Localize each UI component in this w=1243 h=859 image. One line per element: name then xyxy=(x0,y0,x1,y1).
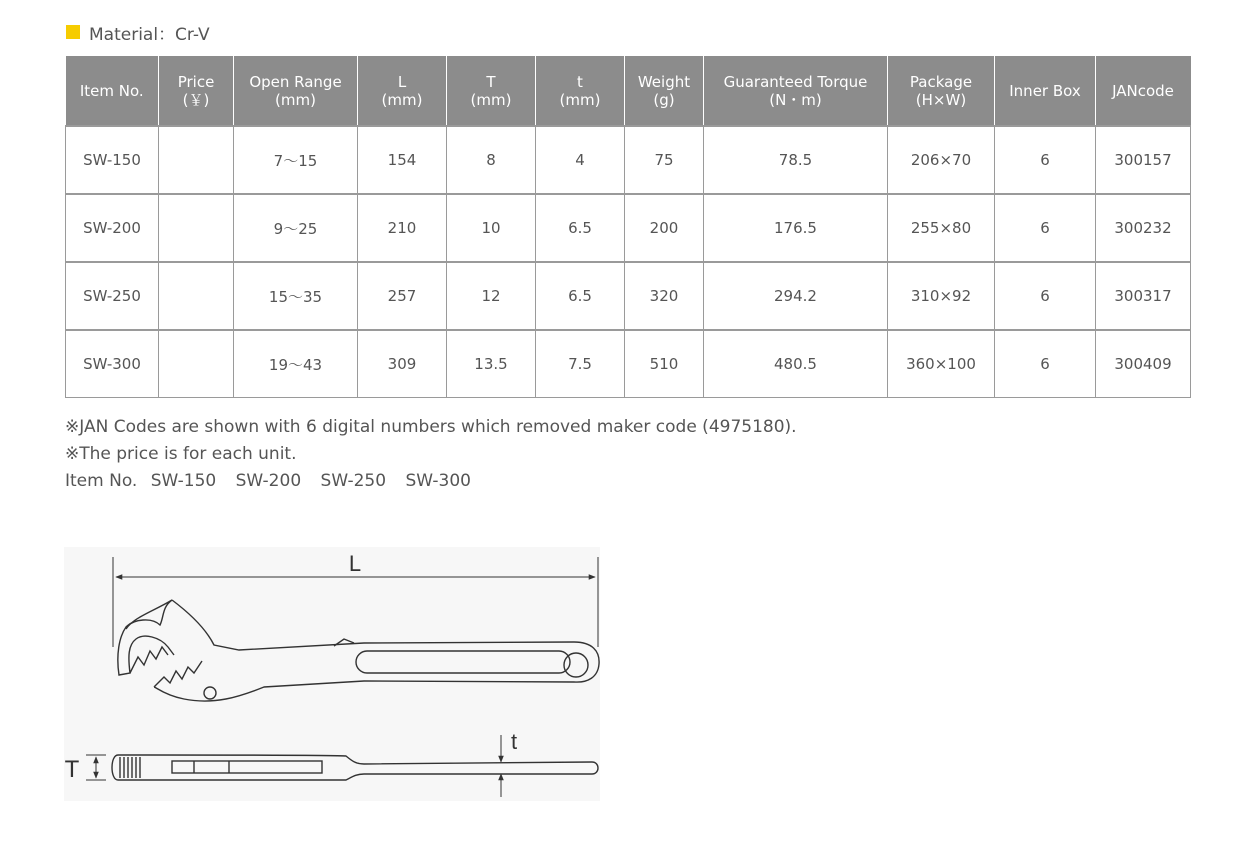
cell-price xyxy=(159,126,234,194)
cell-weight: 510 xyxy=(625,330,704,398)
cell-item-no: SW-150 xyxy=(66,126,159,194)
header-item-no: Item No. xyxy=(66,56,159,126)
note-jan-codes: ※JAN Codes are shown with 6 digital numbers which removed maker code (4975180). xyxy=(65,417,797,437)
cell-item-no: SW-200 xyxy=(66,194,159,262)
cell-price xyxy=(159,330,234,398)
cell-open-range: 15～35 xyxy=(234,262,358,330)
header-thickness: T (mm) xyxy=(447,56,536,126)
cell-inner-box: 6 xyxy=(995,330,1096,398)
cell-length: 309 xyxy=(358,330,447,398)
wrench-top-view xyxy=(112,755,598,780)
notes xyxy=(65,414,797,495)
header-price: Price (￥) xyxy=(159,56,234,126)
cell-length: 210 xyxy=(358,194,447,262)
header-handle-thickness: t (mm) xyxy=(536,56,625,126)
cell-torque: 78.5 xyxy=(704,126,888,194)
header-torque: Guaranteed Torque (N・m) xyxy=(704,56,888,126)
table-row xyxy=(66,330,1191,398)
cell-handle-thickness: 4 xyxy=(536,126,625,194)
item-number: SW-150 xyxy=(150,471,217,491)
cell-open-range: 9～25 xyxy=(234,194,358,262)
cell-torque: 176.5 xyxy=(704,194,888,262)
header-jancode: JANcode xyxy=(1096,56,1191,126)
item-number: SW-250 xyxy=(320,471,387,491)
cell-package: 255×80 xyxy=(888,194,995,262)
header-row xyxy=(66,56,1191,126)
cell-thickness: 10 xyxy=(447,194,536,262)
cell-weight: 200 xyxy=(625,194,704,262)
cell-open-range: 7～15 xyxy=(234,126,358,194)
cell-thickness: 12 xyxy=(447,262,536,330)
cell-inner-box: 6 xyxy=(995,262,1096,330)
cell-inner-box: 6 xyxy=(995,126,1096,194)
header-length: L (mm) xyxy=(358,56,447,126)
spec-table xyxy=(65,56,1191,398)
cell-torque: 294.2 xyxy=(704,262,888,330)
cell-handle-thickness: 6.5 xyxy=(536,194,625,262)
cell-package: 360×100 xyxy=(888,330,995,398)
cell-package: 206×70 xyxy=(888,126,995,194)
cell-jancode: 300317 xyxy=(1096,262,1191,330)
cell-weight: 320 xyxy=(625,262,704,330)
label-L: L xyxy=(348,551,362,576)
cell-handle-thickness: 6.5 xyxy=(536,262,625,330)
wrench-diagram-svg xyxy=(64,547,600,801)
cell-length: 154 xyxy=(358,126,447,194)
table-row xyxy=(66,262,1191,330)
header-package: Package (H×W) xyxy=(888,56,995,126)
table-row xyxy=(66,126,1191,194)
item-number: SW-200 xyxy=(235,471,302,491)
note-price: ※The price is for each unit. xyxy=(65,444,297,464)
cell-price xyxy=(159,262,234,330)
wrench-dimension-drawing xyxy=(64,547,600,801)
table-row xyxy=(66,194,1191,262)
cell-item-no: SW-300 xyxy=(66,330,159,398)
cell-jancode: 300409 xyxy=(1096,330,1191,398)
cell-item-no: SW-250 xyxy=(66,262,159,330)
bullet-square-icon xyxy=(66,25,80,39)
cell-weight: 75 xyxy=(625,126,704,194)
thickness-dimension xyxy=(65,755,106,783)
cell-length: 257 xyxy=(358,262,447,330)
cell-jancode: 300157 xyxy=(1096,126,1191,194)
label-T: T xyxy=(64,756,80,783)
cell-package: 310×92 xyxy=(888,262,995,330)
label-t: t xyxy=(510,729,518,754)
material-line xyxy=(66,20,210,44)
cell-jancode: 300232 xyxy=(1096,194,1191,262)
item-number-list xyxy=(65,468,797,495)
cell-price xyxy=(159,194,234,262)
header-open-range: Open Range (mm) xyxy=(234,56,358,126)
wrench-side-view xyxy=(118,600,599,701)
header-inner-box: Inner Box xyxy=(995,56,1096,126)
cell-inner-box: 6 xyxy=(995,194,1096,262)
cell-torque: 480.5 xyxy=(704,330,888,398)
material-label: Material：Cr-V xyxy=(89,24,210,45)
cell-thickness: 8 xyxy=(447,126,536,194)
item-number-label: Item No. xyxy=(65,471,138,491)
header-weight: Weight (g) xyxy=(625,56,704,126)
cell-handle-thickness: 7.5 xyxy=(536,330,625,398)
length-dimension xyxy=(113,551,598,647)
cell-thickness: 13.5 xyxy=(447,330,536,398)
item-number: SW-300 xyxy=(405,471,471,491)
cell-open-range: 19～43 xyxy=(234,330,358,398)
